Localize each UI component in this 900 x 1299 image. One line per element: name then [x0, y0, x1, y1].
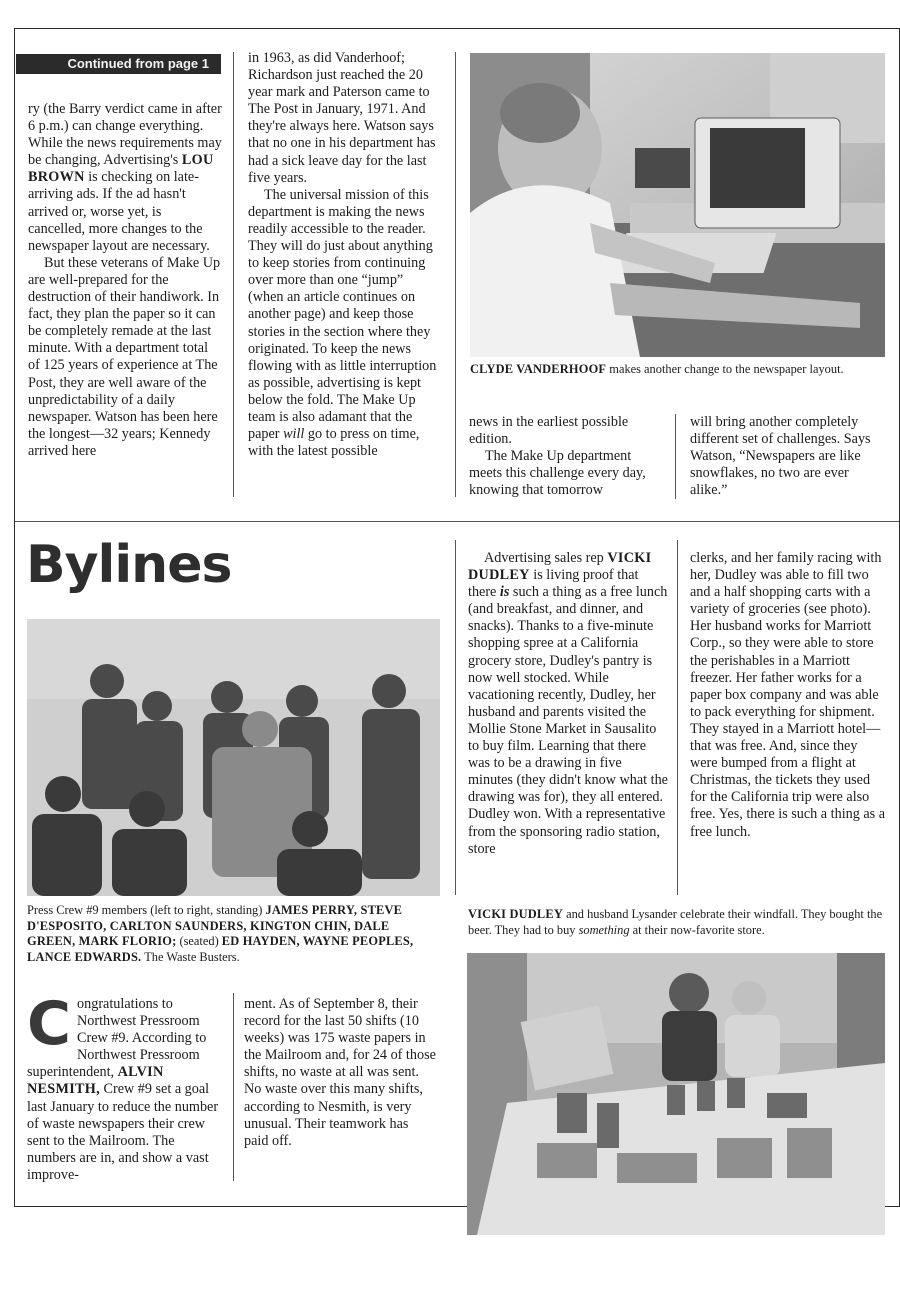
caption-names-standing: JAMES PERRY, STEVE D'ESPOSITO, CARLTON SAUNDERS, KINGTON CHIN, DALE GREEN, MARK FLORIO; — [27, 903, 403, 949]
emphasis: will — [283, 426, 305, 443]
emphasis: is — [499, 584, 510, 601]
photo-press-crew-9 — [27, 619, 440, 896]
caption-name: VICKI DUDLEY — [468, 907, 563, 921]
paragraph: The Make Up department meets this challenge every day, knowing that tomorrow — [469, 448, 646, 499]
text-run: such a thing as a free lunch (and breakfast, and dinner, and snacks). Thanks to a five-minute shopping spree at a California grocery store, Dudley's pantry is now well stocked. While vacationing recently, Dudley, her husband and parents visited the Mollie Stone Market in Sausalito to buy film. Learning that there was to be a drawing in five minutes (they didn't know what the drawing was for), they all entered. Dudley won. With a representative from the sponsoring radio station, store — [468, 584, 668, 857]
name-alvin-nesmith: ALVIN NESMITH, — [27, 1064, 164, 1098]
photo-clyde-vanderhoof — [470, 53, 885, 357]
paragraph — [468, 550, 668, 858]
paragraph: news in the earliest possible edition. — [469, 414, 629, 448]
text-run: ongratulations to Northwest Pressroom Crew #9. According to Northwest Pressroom superintendent, — [27, 996, 207, 1081]
photo-image — [27, 619, 440, 896]
photo-image — [470, 53, 885, 357]
paragraph: will bring another completely different set of challenges. Says Watson, “Newspapers are like snowflakes, no two are ever alike.” — [690, 414, 871, 499]
photo-caption-clyde — [470, 362, 885, 378]
paragraph — [28, 101, 222, 255]
column-rule — [233, 52, 234, 497]
photo-image — [467, 953, 885, 1235]
column-rule — [677, 540, 678, 895]
caption-names-seated: ED HAYDEN, WAYNE PEOPLES, LANCE EDWARDS. — [27, 934, 414, 964]
caption-name: CLYDE VANDERHOOF — [470, 362, 607, 376]
vicki-article-column-1 — [468, 550, 668, 858]
bylines-headline: Bylines — [26, 535, 232, 595]
text-run: The universal mission of this department is making the news readily accessible to the reader. They will do just about anything to keep stories from continuing over more than one “jump” (when an article continues on another page) and keep those stories in the section where they originated. To keep the news flowing with as little interruption as possible, advertising is kept below the fold. The Make Up team is also adamant that the paper — [248, 186, 437, 443]
text-run: is living proof that there — [468, 567, 639, 601]
text-run: go to press on time, with the latest possible — [248, 426, 420, 460]
text-run: Advertising sales rep — [484, 550, 608, 566]
article-column-2 — [248, 50, 442, 460]
caption-text: (seated) — [176, 934, 222, 949]
photo-caption-vicki — [468, 907, 888, 938]
paragraph: in 1963, as did Vanderhoof; Richardson just reached the 20 year mark and Paterson came to The Post in January, 1971. And they're always here. Watson says that no one in his department has had a sick leave day for the last five years. — [248, 50, 436, 186]
photo-vicki-dudley-groceries — [467, 953, 885, 1235]
column-rule — [455, 540, 456, 895]
caption-text: and husband Lysander celebrate their windfall. They bought the beer. They had to buy — [468, 907, 883, 937]
continued-banner: Continued from page 1 — [16, 54, 221, 74]
name-lou-brown: LOU BROWN — [28, 152, 214, 186]
crew-article-column-2 — [244, 996, 436, 1150]
article-column-3 — [469, 414, 665, 499]
paragraph — [27, 989, 223, 1184]
column-rule — [233, 993, 234, 1181]
text-run: is checking on late-arriving ads. If the ad hasn't arrived or, worse yet, is cancelled, more changes to the newspaper layout are necessary. — [28, 169, 210, 254]
photo-caption-crew — [27, 903, 440, 965]
text-run: Crew #9 set a goal last January to reduce the number of waste newspapers their crew sent to the Mailroom. The numbers are in, and show a vast improve- — [27, 1081, 219, 1183]
name-vicki-dudley: VICKI DUDLEY — [468, 550, 652, 584]
caption-emphasis: something — [578, 922, 630, 937]
crew-article-column-1 — [27, 989, 223, 1184]
paragraph: ment. As of September 8, their record for the last 50 shifts (10 weeks) was 175 waste papers in the Mailroom and, for 24 of those shifts, no waste at all was sent. No waste over this many shifts, according to Nesmith, is very unusual. Their teamwork has paid off. — [244, 996, 436, 1149]
caption-text: Press Crew #9 members (left to right, standing) — [27, 903, 266, 917]
vicki-article-column-2 — [690, 550, 886, 841]
drop-cap: C — [27, 989, 72, 1059]
caption-text: makes another change to the newspaper layout. — [606, 362, 844, 376]
caption-text: at their now-favorite store. — [629, 922, 765, 937]
column-rule — [675, 414, 676, 499]
paragraph: But these veterans of Make Up are well-prepared for the destruction of their handiwork. In fact, they plan the paper so it can be completely remade at the last minute. With a department total of 125 years of experience at The Post, they are well aware of the unpredictability of a daily newspaper. Watson has been here the longest—32 years; Kennedy arrived here — [28, 254, 221, 459]
article-column-1 — [28, 101, 222, 460]
caption-text: The Waste Busters. — [141, 949, 240, 964]
paragraph — [248, 187, 442, 461]
paragraph: clerks, and her family racing with her, Dudley was able to fill two and a half shopping carts with a variety of groceries (see photo). Her husband works for Marriott Corp., so they were able to store the perishables in a Marriott freezer. Her father works for a paper box company and was able to pack everything for shipment. They stayed in a Marriott hotel—that was free. And, since they were bumped from a flight at Christmas, the tickets they used for the California trip were also free. Yes, there is such a thing as a free lunch. — [690, 550, 886, 840]
text-run: ry (the Barry verdict came in after 6 p.m.) can change everything. While the news requirements may be changing, Advertising's — [28, 101, 222, 169]
article-column-4 — [690, 414, 886, 499]
column-rule — [455, 52, 456, 497]
